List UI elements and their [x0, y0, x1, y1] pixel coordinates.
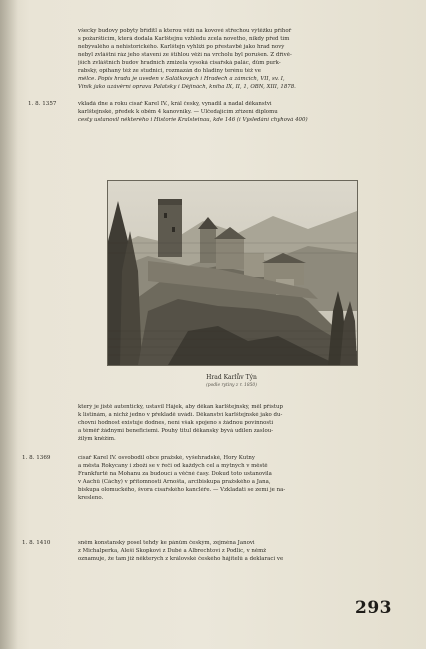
text-line: oznamuje, že tam již některých z královské českého hájitelů a deklaraci ve: [78, 556, 284, 562]
text-line: Viník jako uzávěrní opravu Palatsky i Dějinách, kniha IX, II, 1, OBN, XIII, 1878.: [78, 84, 296, 90]
marginal-date: 1. 8. 1410: [22, 540, 51, 546]
text-line: cesty ustanovil některého i Historie Kralsteinau, kde 146 (i Výsledání chyhová 400): [78, 117, 308, 123]
text-line: kresleno.: [78, 495, 104, 501]
text-line: Frankfurtě na Mohanu za budoucí a věčné časy. Dokud toto ustanovila: [78, 471, 272, 477]
page-number: 293: [355, 598, 392, 618]
text-line: v Aachů (Cáchy) v přítomnosti Arnošta, arcibiskupa pražského a Jana,: [78, 479, 271, 485]
text-line: a téměř žádnými beneficiemi. Pouhý titul děkanský bývá udílen zaslou-: [78, 428, 274, 434]
castle-engraving-image: [108, 181, 357, 365]
text-line: jších zvláštních budov hradních zmizela vysoká cisařská palác, dům purk-: [78, 60, 281, 66]
text-line: s požaršticím, která dodala Karlštejnu vzhledu zcela novetho, nikdy před tím: [78, 36, 290, 42]
marginal-date: 1. 8. 1369: [22, 455, 51, 461]
text-line: císař Karel IV. osvobodil obce pražské, vyšehradské, Hory Kutny: [78, 455, 255, 461]
text-line: všecky budovy pobyty bříditl a kterou věží na kovové střechou výtěžku příhoř: [78, 28, 292, 34]
text-line: z Michalperka, Aleši Škopkovi z Dubé a Albrechtovi z Podlic, v němž: [78, 548, 267, 554]
text-line: nebyl zvláštní ráz jeho stavení ze štíhlou věží na vrcholu byl porušen. Z dřívě-: [78, 52, 292, 58]
text-line: chovní hodnost existuje dodnes, není však spojeno s žádnou povinností: [78, 420, 274, 426]
text-line: sněm konstanský posel tehdy ke pánům českým, zejména Janovi: [78, 540, 255, 546]
figure-subcaption: (podle rytiny z r. 1850): [206, 383, 257, 388]
text-line: nebývalého a nehistorického. Karlštejn vyhlíží po přestavbě jako hrad nový: [78, 44, 285, 50]
text-line: který je jistě autentický, ustavil Hájek, aby děkan karlštejnský, měl přístup: [78, 404, 283, 410]
castle-engraving: [107, 180, 358, 366]
text-line: rabský, opíhaný též ze studnici, rozmazán do hladiny terénu též ve: [78, 68, 261, 74]
text-line: karlštejnské, předek k oběm 4 kanovníky. — Ulčedajícím zřízení diplomu: [78, 109, 278, 115]
figure-caption: Hrad Karlův Týn: [206, 374, 257, 381]
text-line: k listinám, a nichž jedno v překladě uvádí. Děkanství karlštejnské jako du-: [78, 412, 283, 418]
text-line: biskupa olomuckého, švora císařského kancléře. — Vzkladati se zemí je na-: [78, 487, 286, 493]
spine-shadow: [0, 0, 18, 649]
text-line: mělce. Popis hradu je uveden v Šalátkových i Hradech a zámcích, VII, sv. I,: [78, 76, 285, 82]
text-line: a města Rokycany i zboží se v řeči od každých cel a mýtných v městě: [78, 463, 268, 469]
text-line: žilým kněžím.: [78, 436, 116, 442]
text-line: vkladá dne a roku císař Karel IV., král český, vynadil a nadal děkanství: [78, 101, 272, 107]
marginal-date: 1. 8. 1357: [28, 101, 57, 107]
